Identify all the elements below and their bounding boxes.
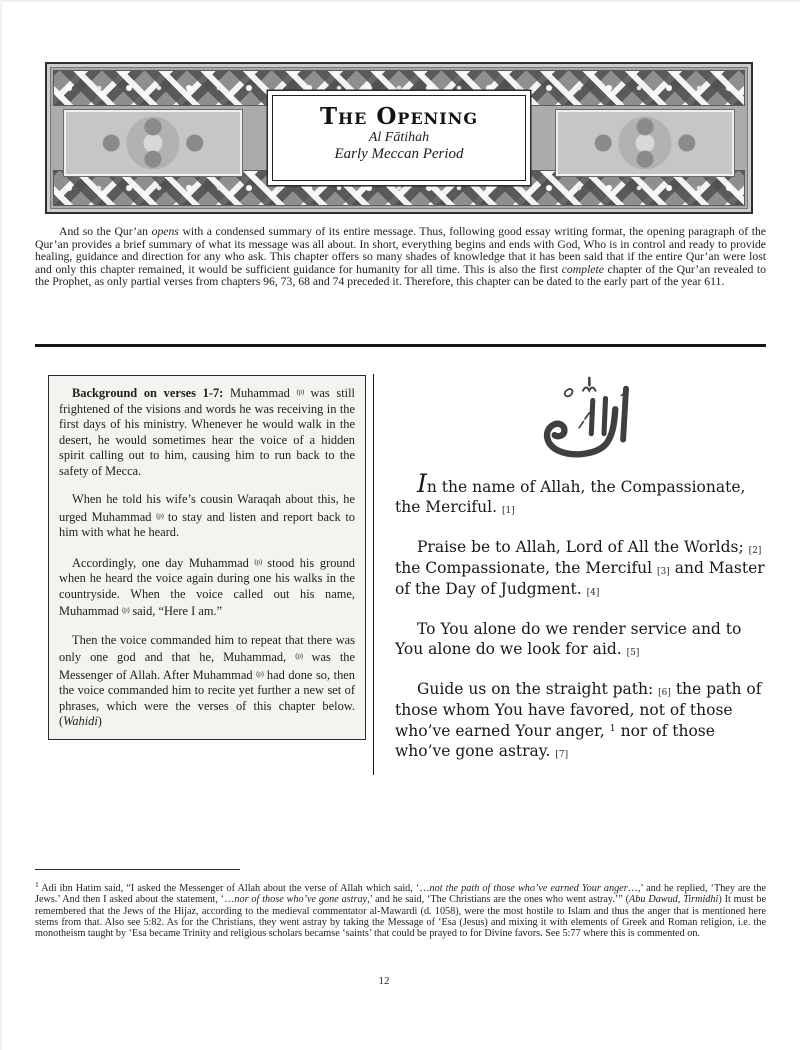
- sidebar-paragraph-2: [59, 492, 355, 541]
- honorific-symbol: (p): [256, 668, 264, 678]
- background-sidebar-box: [48, 375, 366, 740]
- intro-italic-opens: opens: [151, 225, 179, 238]
- verse-number-6: [6]: [658, 688, 671, 699]
- verses-column: [395, 372, 771, 781]
- sidebar-text: Accordingly, one day Muhammad: [72, 555, 255, 570]
- sidebar-text: said, “Here I am.”: [129, 604, 223, 618]
- honorific-symbol: (p): [121, 605, 130, 614]
- footnote-marker: 1: [35, 880, 39, 889]
- page-edge-top: [0, 0, 800, 2]
- allah-calligraphy-icon: [524, 376, 642, 464]
- footnote-separator: [35, 869, 240, 870]
- verse-number-2: [2]: [748, 546, 762, 557]
- verse-text: nor of those who’ve gone astray.: [395, 721, 715, 761]
- sidebar-paragraph-1: [59, 384, 355, 479]
- verse-6-7: [395, 679, 771, 762]
- sidebar-text: had done so, then the voice commanded him to recite yet further a new set of phrases, which were the verses of this chapter below. (: [59, 667, 355, 728]
- footnote-1: [35, 879, 766, 939]
- verse-number-3: [3]: [657, 567, 670, 578]
- verse-text: the path of those whom You have favored, not of those who’ve earned Your anger,: [395, 680, 762, 740]
- intro-italic-complete: complete: [561, 262, 604, 276]
- sidebar-text: When he told his wife’s cousin Waraqah about this, he urged Muhammad: [59, 492, 355, 524]
- intro-text: chapter of the Qur’an revealed to the Prophet, as only partial verses from chapters 96, 73, 68 and 74 preceded it. Therefore, this chapter can be dated to the early part of the year 611.: [35, 262, 766, 289]
- verse-text: n the name of Allah, the Compassionate, the Merciful.: [395, 478, 746, 517]
- verse-number-1: [1]: [501, 506, 515, 517]
- sidebar-text: to stay and listen and report back to him with what he heard.: [59, 509, 355, 539]
- sidebar-text: Muhammad: [223, 386, 297, 400]
- sidebar-text: was still frightened of the visions and words he was receiving in the first days of his ministry. Whenever he would walk in the desert, he would sometimes hear the voice of a hidden spirit calling out to him, causing him to run back to the safety of Mecca.: [59, 386, 355, 478]
- sidebar-text: was the Messenger of Allah. After Muhammad: [59, 650, 355, 682]
- verse-2-4: [395, 537, 771, 600]
- ornament-medallion-right: [556, 110, 734, 176]
- sidebar-source-citation: Wahidi: [63, 714, 98, 728]
- column-divider-line: [373, 374, 374, 775]
- sidebar-lead-heading: Background on verses 1-7:: [72, 386, 224, 400]
- section-divider-rule: [35, 344, 766, 347]
- footnote-text: Adi ibn Hatim said, “I asked the Messenger of Allah about the verse of Allah which said, ‘…: [38, 883, 430, 894]
- sidebar-text: stood his ground when he heard the voice again during one his walks in the countryside. When the voice called out his name, Muhammad: [59, 555, 355, 618]
- footnote-quote-italic: not the path of those who’ve earned Your anger: [429, 883, 628, 894]
- honorific-symbol: (p): [254, 556, 262, 566]
- footnote-text: ,’ and he said, ‘The Christians are the ones who went astray.’” (: [367, 894, 630, 906]
- honorific-symbol: (p): [295, 651, 303, 660]
- chapter-arabic-name: Al Fātihah: [368, 130, 430, 146]
- verse-text: Guide us on the straight path:: [417, 680, 659, 699]
- verse-number-7: [7]: [555, 750, 569, 761]
- chapter-period: Early Meccan Period: [334, 146, 464, 163]
- chapter-ornament-band: [45, 62, 753, 214]
- footnote-text: …,’ and he replied, ‘They are the Jews.’ And then I asked about the statement, ‘…: [35, 883, 766, 906]
- ornament-pattern: [50, 67, 748, 209]
- introduction-paragraph: [35, 226, 766, 289]
- page-edge-left: [0, 0, 2, 1050]
- honorific-symbol: (p): [296, 387, 304, 396]
- verse-text: To You alone do we render service and to You alone do we look for aid.: [395, 619, 742, 659]
- verse-number-5: [5]: [626, 648, 640, 659]
- verse-text: the Compassionate, the Merciful: [395, 559, 658, 578]
- intro-text: with a condensed summary of its entire message. Thus, following good essay writing format, the opening paragraph of the Qur’an provides a brief summary of what its message was all about. In short, everything begins and ends with God, Who is in control and ready to provide healing, guidance and direction for any who ask. This chapter offers so many shades of knowledge that it has been said that if the entire Qur’an were lost and only this chapter remained, it would be sufficient guidance for humanity for all time. This is also the first: [35, 225, 766, 276]
- chapter-title-cartouche: [272, 95, 526, 181]
- chapter-title: The Opening: [319, 103, 479, 130]
- verse-text: and Master of the Day of Judgment.: [395, 559, 765, 599]
- sidebar-text: ): [97, 714, 102, 728]
- introduction: [35, 226, 766, 289]
- honorific-symbol: (p): [156, 510, 164, 520]
- sidebar-paragraph-4: [59, 633, 355, 730]
- footnote-text: ) It must be remembered that the Jews of the Hijaz, according to the medieval commentator al-Mawardi (d. 1058), were the most hostile to Islam and thus the anger that is mentioned here stems from that. Also see 5:82. As for the Christians, they went astray by taking the Message of ‘Esa (Jesus) and mixing it with elements of Greek and Roman religion, i.e. the monotheism taught by ‘Esa became Trinity and religious scholars becamse ‘saints’ that could be prayed to for Divine favors. See 5:77 where this is commented on.: [35, 894, 766, 940]
- decorative-initial: I: [417, 469, 427, 498]
- ornament-medallion-left: [64, 110, 242, 176]
- intro-text: And so the Qur’an: [59, 225, 152, 238]
- verse-number-4: [4]: [586, 588, 600, 599]
- page-number: 12: [378, 975, 390, 987]
- verse-1: [395, 469, 771, 518]
- sidebar-paragraph-3: [59, 554, 355, 620]
- footnote-quote-italic: nor of those who’ve gone astray: [234, 894, 368, 906]
- allah-calligraphy-container: [395, 376, 771, 469]
- footnote-source-citation: Abu Dawud, Tirmidhi: [629, 894, 719, 906]
- verse-text: Praise be to Allah, Lord of All the Worlds;: [417, 538, 749, 557]
- footnote-reference-1: 1: [609, 722, 616, 734]
- sidebar-text: Then the voice commanded him to repeat that there was only one god and that he, Muhammad,: [59, 632, 355, 664]
- verse-5: [395, 619, 771, 660]
